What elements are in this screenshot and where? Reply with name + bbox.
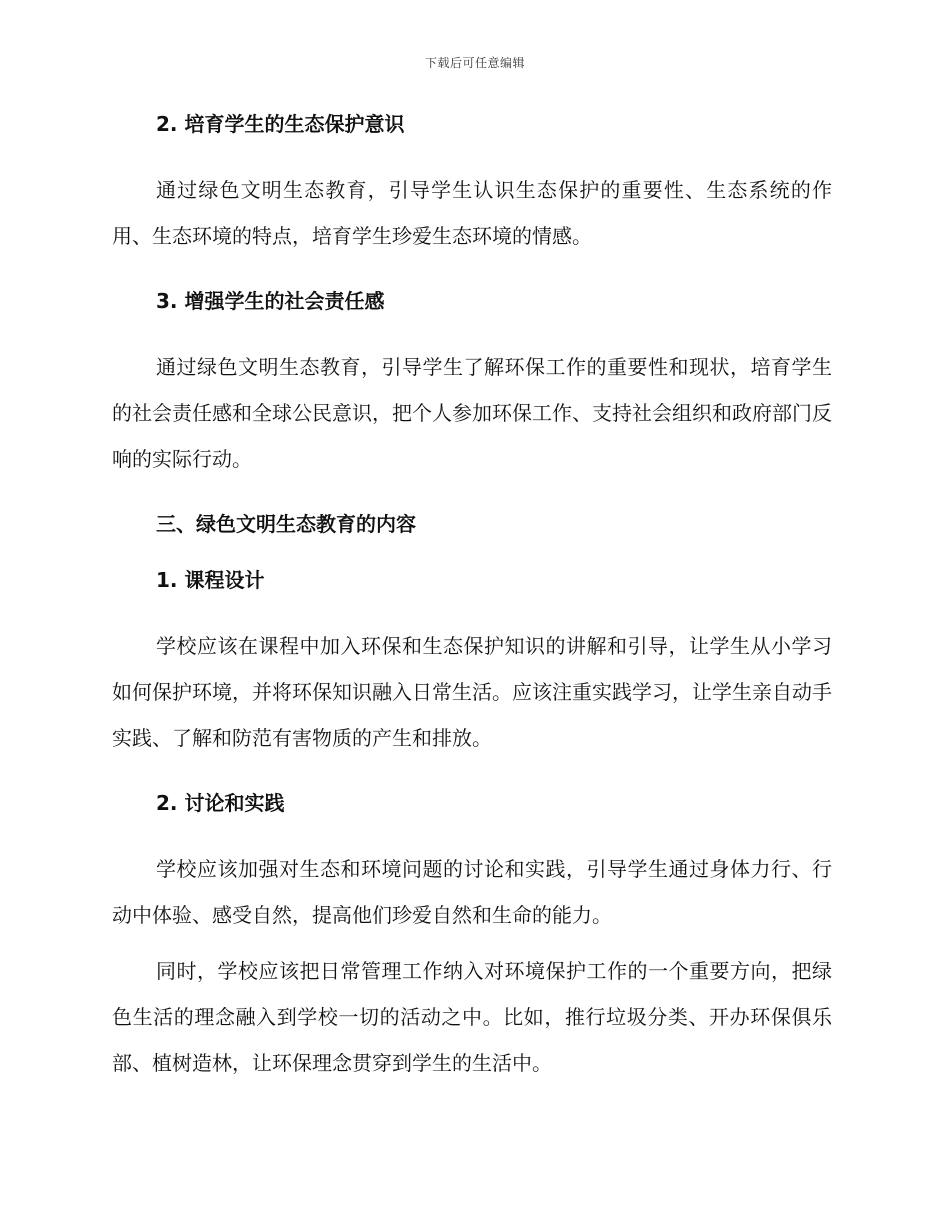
paragraph-discussion-practice: 学校应该加强对生态和环境问题的讨论和实践，引导学生通过身体力行、行动中体验、感受自然，提高他们珍爱自然和生命的能力。 [112,857,832,927]
section-heading-social-responsibility: 3. 增强学生的社会责任感 [156,289,385,313]
section-heading-discussion-practice: 2. 讨论和实践 [156,791,285,815]
document-body [112,110,832,1086]
header-note: 下载后可任意编辑 [424,56,525,70]
paragraph-ecology-awareness: 通过绿色文明生态教育，引导学生认识生态保护的重要性、生态系统的作用、生态环境的特点，培育学生珍爱生态环境的情感。 [112,178,832,248]
section-heading-course-design: 1. 课程设计 [156,568,265,592]
paragraph-school-management: 同时，学校应该把日常管理工作纳入对环境保护工作的一个重要方向，把绿色生活的理念融入到学校一切的活动之中。比如，推行垃圾分类、开办环保俱乐部、植树造林，让环保理念贯穿到学生的生活中。 [112,959,832,1075]
paragraph-course-design: 学校应该在课程中加入环保和生态保护知识的讲解和引导，让学生从小学习如何保护环境，并将环保知识融入日常生活。应该注重实践学习，让学生亲自动手实践、了解和防范有害物质的产生和排放。 [112,634,832,750]
section-heading-ecology-awareness: 2. 培育学生的生态保护意识 [156,112,405,136]
paragraph-social-responsibility: 通过绿色文明生态教育，引导学生了解环保工作的重要性和现状，培育学生的社会责任感和全球公民意识，把个人参加环保工作、支持社会组织和政府部门反响的实际行动。 [112,355,832,471]
section-heading-education-content: 三、绿色文明生态教育的内容 [156,512,416,536]
